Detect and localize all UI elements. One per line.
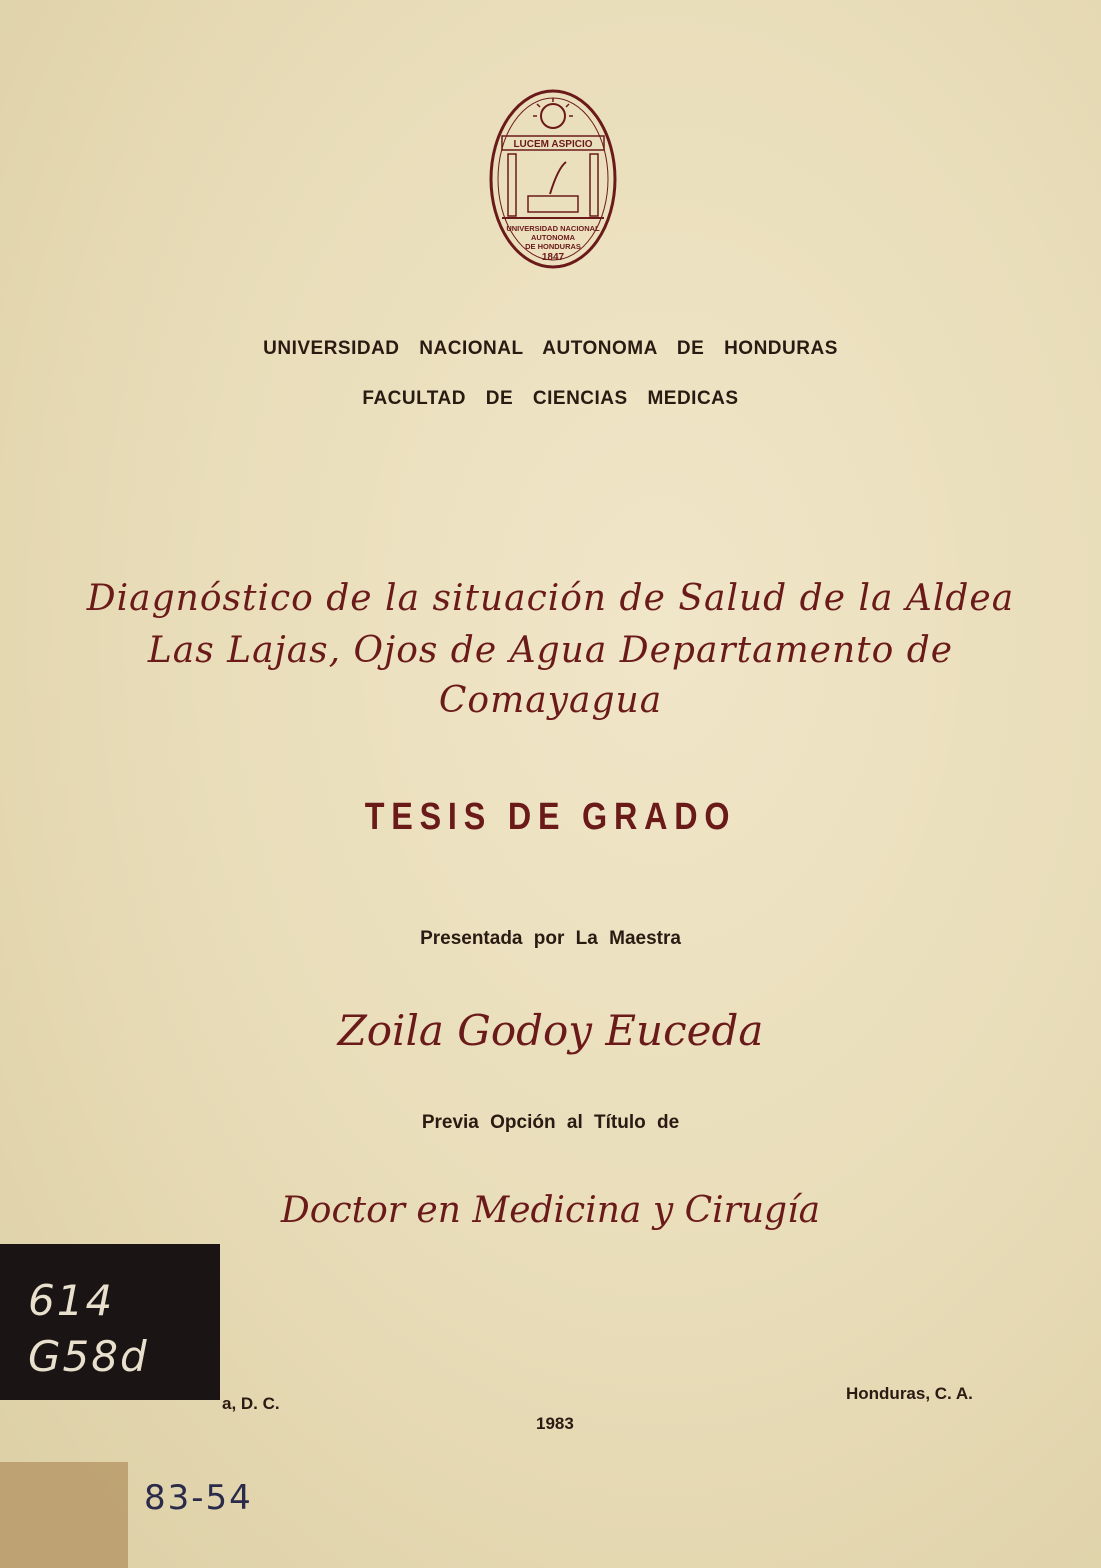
title-line-2: Las Lajas, Ojos de Agua Departamento de	[147, 630, 954, 671]
library-call-number-label	[0, 1244, 220, 1400]
author-name: Zoila Godoy Euceda	[337, 1006, 764, 1055]
title-line-1: Diagnóstico de la situación de Salud de la Aldea	[86, 578, 1015, 619]
footer-country: Honduras, C. A.	[846, 1384, 973, 1403]
prior-option: Previa Opción al Título de	[421, 1112, 680, 1133]
university-name: UNIVERSIDAD NACIONAL AUTONOMA DE HONDURAS	[263, 338, 838, 359]
degree-title: Doctor en Medicina y Cirugía	[280, 1190, 821, 1231]
thesis-heading: TESIS DE GRADO	[364, 796, 737, 838]
call-number-line-2: G58d	[28, 1332, 149, 1381]
title-line-3: Comayagua	[438, 680, 663, 721]
seal-inscription-1: UNIVERSIDAD NACIONAL	[506, 224, 600, 233]
handwritten-number: 83-54	[144, 1478, 253, 1518]
seal-year: 1847	[541, 252, 565, 263]
call-number-line-1: 614	[28, 1276, 115, 1325]
faculty-name: FACULTAD DE CIENCIAS MEDICAS	[362, 388, 739, 409]
seal-inscription-3: DE HONDURAS	[525, 242, 581, 251]
university-seal	[488, 88, 618, 270]
library-sticker	[0, 1462, 128, 1568]
seal-inscription-2: AUTONOMA	[530, 233, 576, 242]
footer-city: a, D. C.	[222, 1394, 280, 1413]
footer-year: 1983	[536, 1414, 574, 1433]
seal-motto: LUCEM ASPICIO	[513, 139, 593, 150]
presented-by: Presentada por La Maestra	[420, 928, 681, 949]
